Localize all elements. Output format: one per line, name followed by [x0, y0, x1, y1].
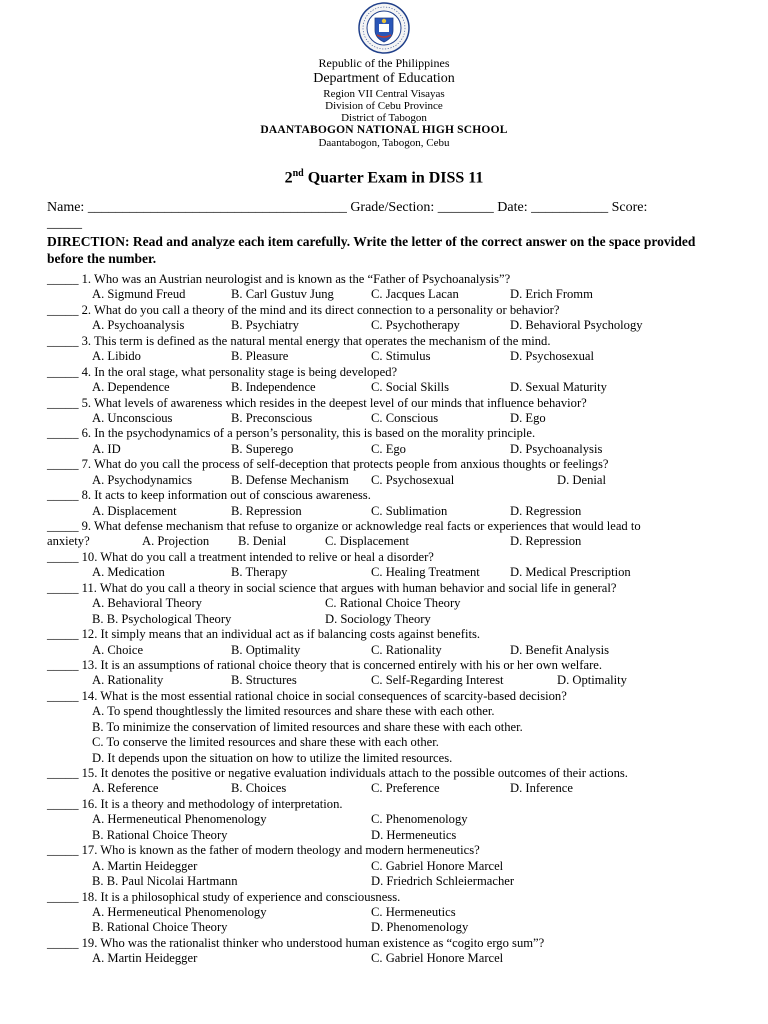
question-11	[47, 581, 747, 596]
option-c: C. Psychotherapy	[371, 318, 460, 333]
option-b: B. To minimize the conservation of limited resources and share these with each other.	[92, 719, 523, 734]
option-b: B. Superego	[231, 441, 294, 456]
option-c: C. Gabriel Honore Marcel	[371, 951, 504, 966]
option-c: C. Phenomenology	[371, 812, 468, 827]
option-d: D. Psychoanalysis	[510, 441, 603, 456]
option-b: B. B. Psychological Theory	[92, 611, 232, 626]
option-a: A. ID	[92, 441, 121, 456]
option-b: B. Preconscious	[231, 410, 313, 425]
options-3	[47, 349, 747, 364]
option-a: A. Libido	[92, 349, 141, 364]
options-8	[47, 504, 747, 519]
option-b: B. Independence	[231, 380, 316, 395]
question-6	[47, 426, 747, 441]
options-17-ac	[47, 859, 747, 874]
question-16	[47, 797, 747, 812]
option-c: C. Displacement	[325, 534, 409, 549]
option-d: D. Ego	[510, 410, 546, 425]
options-17-bd	[47, 874, 747, 889]
division-line: Division of Cebu Province	[325, 100, 443, 112]
exam-title-sup: nd	[292, 168, 304, 179]
option-b: B. Therapy	[231, 565, 288, 580]
question-text: _____ 8. It acts to keep information out of conscious awareness.	[47, 488, 371, 503]
option-d: D. Benefit Analysis	[510, 642, 609, 657]
option-c: C. Rationality	[371, 642, 442, 657]
option-b: B. Structures	[231, 673, 297, 688]
question-18	[47, 890, 747, 905]
direction-text: DIRECTION: Read and analyze each item carefully. Write the letter of the correct answer on the space provided before the number.	[47, 234, 696, 266]
option-b: B. Carl Gustuv Jung	[231, 287, 334, 302]
option-a: A. Psychodynamics	[92, 472, 193, 487]
option-b: B. Repression	[231, 503, 302, 518]
option-d: D. Inference	[510, 781, 573, 796]
option-d: D. Repression	[510, 534, 582, 549]
option-a: A. Psychoanalysis	[92, 318, 185, 333]
option-b: B. Rational Choice Theory	[92, 827, 228, 842]
option-a: A. Behavioral Theory	[92, 596, 202, 611]
option-a: A. Martin Heidegger	[92, 951, 198, 966]
option-b: B. Pleasure	[231, 349, 289, 364]
question-text: _____ 7. What do you call the process of self-deception that protects people from anxious thoughts or feelings?	[47, 457, 609, 472]
option-d: D. Optimality	[557, 673, 627, 688]
option-d: D. Regression	[510, 503, 582, 518]
question-continuation: anxiety?	[47, 534, 90, 549]
question-3	[47, 334, 747, 349]
options-16-ac	[47, 812, 747, 827]
question-14	[47, 689, 747, 704]
option-b: B. Psychiatry	[231, 318, 299, 333]
option-d: D. Sexual Maturity	[510, 380, 607, 395]
option-c: C. Conscious	[371, 410, 439, 425]
question-text: _____ 5. What levels of awareness which resides in the deepest level of our minds that influence behavior?	[47, 395, 587, 410]
option-b: B. Defense Mechanism	[231, 472, 349, 487]
option-a: A. Hermeneutical Phenomenology	[92, 812, 267, 827]
exam-title-rest: Quarter Exam in DISS 11	[303, 169, 484, 187]
district-line: District of Tabogon	[341, 112, 427, 124]
question-text: _____ 2. What do you call a theory of the mind and its direct connection to a personality or behavior?	[47, 302, 560, 317]
option-d: D. Hermeneutics	[371, 827, 457, 842]
question-text: _____ 10. What do you call a treatment intended to relive or heal a disorder?	[47, 549, 434, 564]
question-9	[47, 519, 747, 534]
option-a: A. Dependence	[92, 380, 170, 395]
question-text: _____ 18. It is a philosophical study of experience and consciousness.	[47, 889, 401, 904]
option-d: D. Psychosexual	[510, 349, 594, 364]
option-a: A. Sigmund Freud	[92, 287, 186, 302]
question-text: _____ 14. What is the most essential rational choice in social consequences of scarcity-based decision?	[47, 688, 567, 703]
question-15	[47, 766, 747, 781]
option-c: C. To conserve the limited resources and share these with each other.	[92, 735, 439, 750]
option-c: C. Psychosexual	[371, 472, 455, 487]
option-d: D. Behavioral Psychology	[510, 318, 643, 333]
option-b: B. B. Paul Nicolai Hartmann	[92, 874, 238, 889]
option-a: A. To spend thoughtlessly the limited resources and share these with each other.	[92, 704, 495, 719]
question-text: _____ 11. What do you call a theory in social science that argues with human behavior and social life in general?	[47, 580, 617, 595]
option-row-a	[47, 704, 747, 719]
republic-line: Republic of the Philippines	[318, 56, 450, 70]
option-c: C. Self-Regarding Interest	[371, 673, 504, 688]
options-6	[47, 442, 747, 457]
option-c: C. Sublimation	[371, 503, 448, 518]
options-19	[47, 951, 747, 966]
option-c: C. Hermeneutics	[371, 904, 456, 919]
option-d: D. Erich Fromm	[510, 287, 593, 302]
option-d: D. Sociology Theory	[325, 611, 431, 626]
question-12	[47, 627, 747, 642]
option-a: A. Choice	[92, 642, 144, 657]
question-text: _____ 6. In the psychodynamics of a person’s personality, this is based on the morality principle.	[47, 426, 536, 441]
option-c: C. Social Skills	[371, 380, 450, 395]
option-c: C. Preference	[371, 781, 440, 796]
question-text: _____ 3. This term is defined as the natural mental energy that operates the mechanism of the mind.	[47, 333, 551, 348]
options-7	[47, 473, 747, 488]
question-text: _____ 15. It denotes the positive or negative evaluation individuals attach to the possible outcomes of their actions.	[47, 766, 628, 780]
option-d: D. Denial	[557, 472, 606, 487]
option-a: A. Rationality	[92, 673, 164, 688]
option-c: C. Gabriel Honore Marcel	[371, 858, 504, 873]
option-row-d	[47, 751, 747, 766]
question-text: _____ 1. Who was an Austrian neurologist and is known as the “Father of Psychoanalysis”?	[47, 272, 511, 286]
option-c: C. Rational Choice Theory	[325, 596, 461, 611]
deped-seal-icon	[358, 2, 410, 54]
score-blank[interactable]: _____	[47, 216, 82, 231]
options-11-ac	[47, 596, 747, 611]
question-7	[47, 457, 747, 472]
question-5	[47, 396, 747, 411]
option-c: C. Stimulus	[371, 349, 431, 364]
question-text: _____ 9. What defense mechanism that refuse to organize or acknowledge real facts or experiences that would lead to	[47, 519, 641, 533]
option-row-c	[47, 735, 747, 750]
question-text: _____ 16. It is a theory and methodology of interpretation.	[47, 796, 343, 811]
option-a: A. Medication	[92, 565, 165, 580]
region-line: Region VII Central Visayas	[323, 88, 445, 100]
exam-title	[0, 168, 768, 187]
option-a: A. Unconscious	[92, 410, 173, 425]
question-text: _____ 12. It simply means that an individual act as if balancing costs against benefits.	[47, 627, 480, 642]
option-c: C. Healing Treatment	[371, 565, 480, 580]
option-a: A. Projection	[142, 534, 210, 549]
option-d: D. Phenomenology	[371, 920, 469, 935]
options-13	[47, 673, 747, 688]
option-b: B. Denial	[238, 534, 287, 549]
options-15	[47, 781, 747, 796]
question-8	[47, 488, 747, 503]
question-text: _____ 13. It is an assumptions of rational choice theory that is concerned entirely with his or her own welfare.	[47, 657, 603, 672]
option-b: B. Choices	[231, 781, 287, 796]
option-d: D. It depends upon the situation on how to utilize the limited resources.	[92, 750, 453, 765]
options-4	[47, 380, 747, 395]
question-19	[47, 936, 747, 951]
options-11-bd	[47, 612, 747, 627]
option-a: A. Martin Heidegger	[92, 858, 198, 873]
question-text: _____ 17. Who is known as the father of modern theology and modern hermeneutics?	[47, 843, 480, 858]
options-12	[47, 643, 747, 658]
question-10	[47, 550, 747, 565]
question-text: _____ 19. Who was the rationalist thinker who understood human existence as “cogito ergo sum”?	[47, 935, 545, 950]
options-16-bd	[47, 828, 747, 843]
school-name: DAANTABOGON NATIONAL HIGH SCHOOL	[260, 124, 508, 136]
option-b: B. Rational Choice Theory	[92, 920, 228, 935]
options-18-ac	[47, 905, 747, 920]
option-d: D. Medical Prescription	[510, 565, 631, 580]
options-18-bd	[47, 920, 747, 935]
option-d: D. Friedrich Schleiermacher	[371, 874, 515, 889]
option-a: A. Displacement	[92, 503, 177, 518]
exam-title-num: 2	[284, 169, 293, 187]
question-text: _____ 4. In the oral stage, what personality stage is being developed?	[47, 364, 398, 379]
question-list	[47, 272, 747, 967]
department-line: Department of Education	[313, 71, 455, 86]
school-address: Daantabogon, Tabogon, Cebu	[318, 137, 450, 149]
student-info-line[interactable]: Name: _____________________________________ Grade/Section: ________ Date: ___________ Score:	[47, 200, 648, 215]
option-row-b	[47, 720, 747, 735]
options-9	[47, 534, 747, 549]
option-a: A. Reference	[92, 781, 159, 796]
options-1	[47, 287, 747, 302]
option-c: C. Jacques Lacan	[371, 287, 459, 302]
options-2	[47, 318, 747, 333]
question-17	[47, 843, 747, 858]
question-4	[47, 365, 747, 380]
option-c: C. Ego	[371, 441, 406, 456]
question-13	[47, 658, 747, 673]
options-10	[47, 565, 747, 580]
question-2	[47, 303, 747, 318]
options-5	[47, 411, 747, 426]
option-b: B. Optimality	[231, 642, 301, 657]
option-a: A. Hermeneutical Phenomenology	[92, 904, 267, 919]
question-1	[47, 272, 747, 287]
